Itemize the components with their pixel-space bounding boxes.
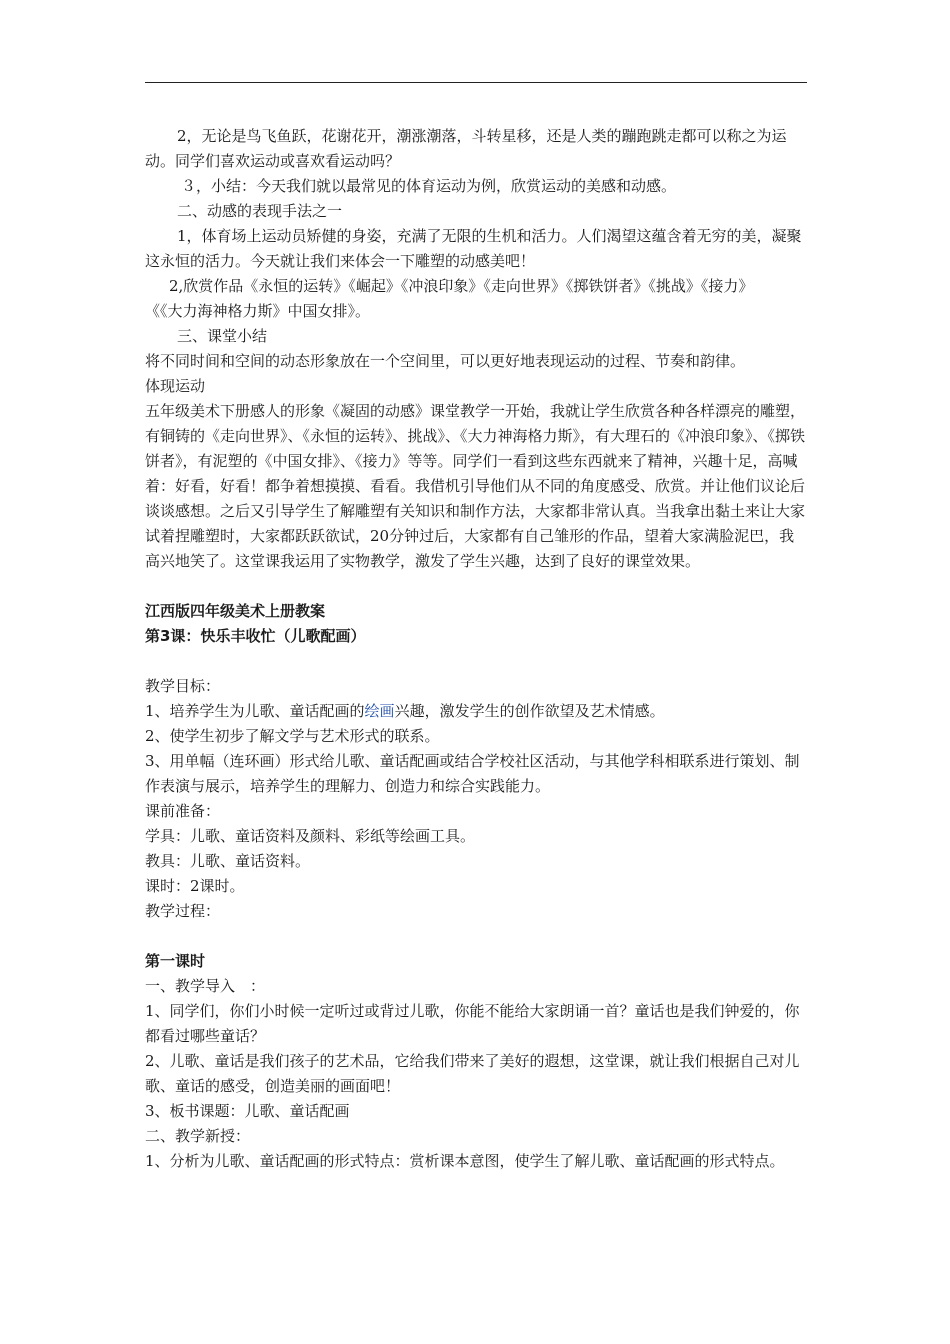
goal-item [145, 699, 809, 724]
intro-step: 3、板书课题：儿歌、童话配画 [145, 1102, 350, 1120]
paragraph-artworks: 2,欣赏作品《永恒的运转》《崛起》《冲浪印象》《走向世界》《掷铁饼者》《挑战》《接力》 [169, 277, 754, 295]
teacher-tools: 教具：儿歌、童话资料。 [145, 852, 311, 870]
paragraph-artworks-continued: 《《大力海神格力斯》中国女排》。 [145, 302, 371, 320]
painting-link[interactable]: 绘画 [364, 702, 395, 720]
paragraph-reflect-motion: 体现运动 [145, 377, 206, 395]
process-label: 教学过程： [145, 902, 221, 920]
intro-heading: 一、教学导入 ： [145, 977, 266, 995]
first-period-heading: 第一课时 [145, 952, 206, 970]
document-body [145, 124, 809, 1174]
new-lesson-heading: 二、教学新授： [145, 1127, 251, 1145]
new-lesson-step: 1、分析为儿歌、童话配画的形式特点：赏析课本意图，使学生了解儿歌、童话配画的形式特点。 [145, 1152, 785, 1170]
spacer [145, 924, 809, 949]
paragraph-summary: ３，小结：今天我们就以最常见的体育运动为例，欣赏运动的美感和动感。 [181, 177, 677, 195]
prep-label: 课前准备： [145, 802, 221, 820]
goal-text: 1、培养学生为儿歌、童话配画的 [145, 702, 365, 720]
goals-label: 教学目标： [145, 677, 221, 695]
header-rule [145, 82, 807, 83]
section-heading-class-summary: 三、课堂小结 [177, 327, 268, 345]
goal-item: 2、使学生初步了解文学与艺术形式的联系。 [145, 727, 440, 745]
paragraph-athletes: 1，体育场上运动员矫健的身姿，充满了无限的生机和活力。人们渴望这蕴含着无穷的美，凝聚这永恒的活力。今天就让我们来体会一下雕塑的动感美吧！ [145, 227, 802, 270]
spacer [145, 649, 809, 674]
paragraph-class-summary: 将不同时间和空间的动态形象放在一个空间里，可以更好地表现运动的过程、节奏和韵律。 [145, 352, 746, 370]
goal-item: 3、用单幅（连环画）形式给儿歌、童话配画或结合学校社区活动，与其他学科相联系进行策划、制作表演与展示，培养学生的理解力、创造力和综合实践能力。 [145, 752, 800, 795]
student-tools: 学具：儿歌、童话资料及颜料、彩纸等绘画工具。 [145, 827, 476, 845]
spacer [145, 574, 809, 599]
section-heading-technique: 二、动感的表现手法之一 [177, 202, 343, 220]
class-periods: 课时：2课时。 [145, 877, 245, 895]
intro-step: 1、同学们，你们小时候一定听过或背过儿歌，你能不能给大家朗诵一首？童话也是我们钟爱的，你都看过哪些童话？ [145, 1002, 800, 1045]
plan-heading: 江西版四年级美术上册教案 [145, 602, 326, 620]
paragraph-motion-definition: 2，无论是鸟飞鱼跃，花谢花开，潮涨潮落，斗转星移，还是人类的蹦跑跳走都可以称之为运动。同学们喜欢运动或喜欢看运动吗？ [145, 127, 787, 170]
goal-text: 兴趣，激发学生的创作欲望及艺术情感。 [394, 702, 665, 720]
intro-step: 2、儿歌、童话是我们孩子的艺术品，它给我们带来了美好的遐想，这堂课，就让我们根据自己对儿歌、童话的感受，创造美丽的画面吧！ [145, 1052, 800, 1095]
paragraph-teaching-reflection: 五年级美术下册感人的形象《凝固的动感》课堂教学一开始，我就让学生欣赏各种各样漂亮的雕塑，有铜铸的《走向世界》、《永恒的运转》、挑战》、《大力神海格力斯》，有大理石的《冲浪印象》、《掷铁饼者》，有泥塑的《中国女排》、《接力》等等。同学们一看到这些东西就来了精神，兴趣十足，高喊着：好看，好看！都争着想摸摸、看看。我借机引导他们从不同的角度感受、欣赏。并让他们议论后谈谈感想。之后又引导学生了解雕塑有关知识和制作方法，大家都非常认真。当我拿出黏土来让大家试着捏雕塑时，大家都跃跃欲试，20分钟过后，大家都有自己雏形的作品，望着大家满脸泥巴，我高兴地笑了。这堂课我运用了实物教学，激发了学生兴趣，达到了良好的课堂效果。 [145, 402, 806, 570]
lesson-title: 第3课：快乐丰收忙（儿歌配画） [145, 627, 366, 645]
